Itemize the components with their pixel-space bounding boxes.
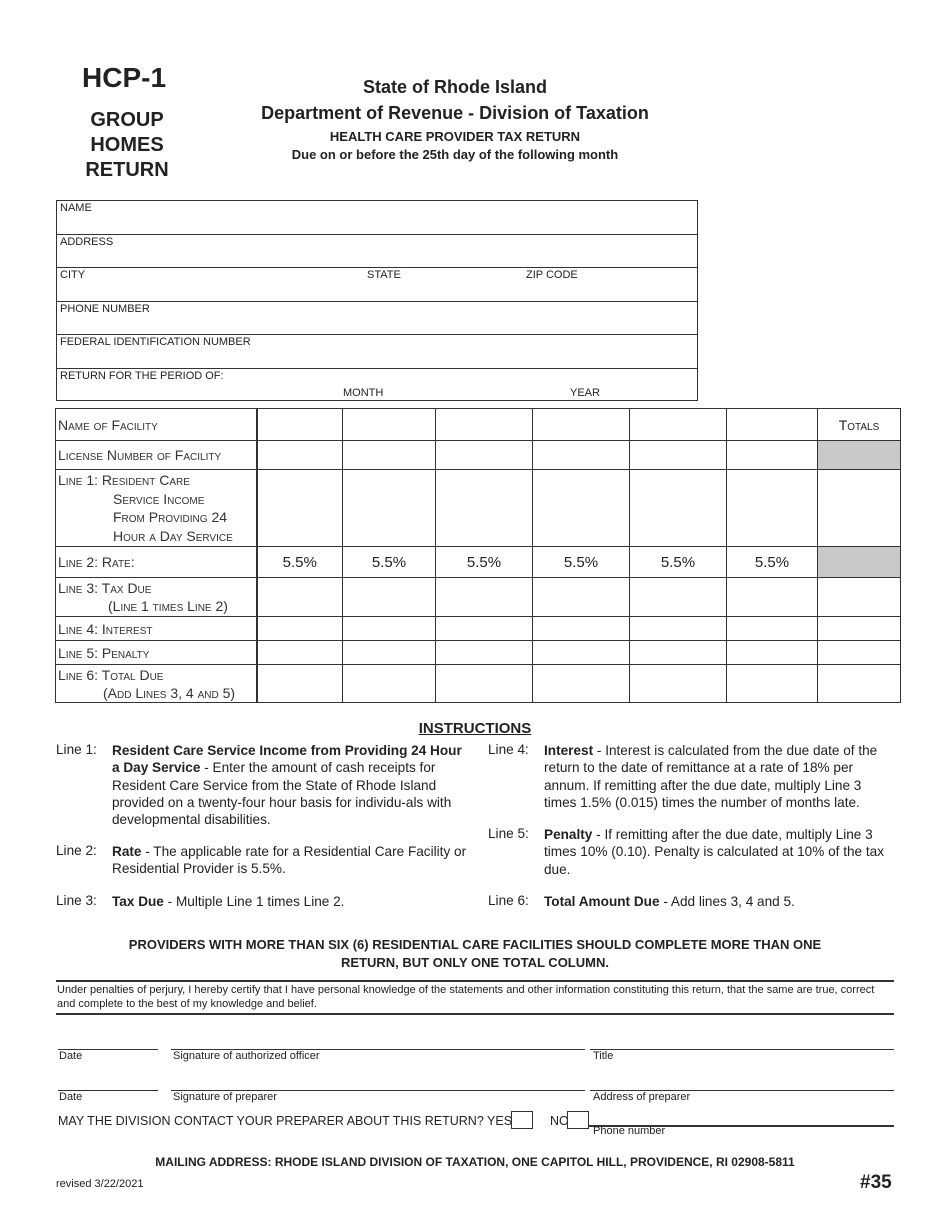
table-cell[interactable] <box>533 578 630 617</box>
table-cell[interactable] <box>343 617 436 641</box>
instruction-line4-num: Line 4: <box>488 742 529 757</box>
table-cell[interactable] <box>533 409 630 441</box>
phone-label: PHONE NUMBER <box>60 303 150 315</box>
instruction-line4 <box>544 742 896 811</box>
table-row <box>56 641 901 665</box>
header-department: Department of Revenue - Division of Taxation <box>261 103 649 123</box>
instructions-title: INSTRUCTIONS <box>418 720 532 737</box>
period-label: RETURN FOR THE PERIOD OF: <box>60 370 224 382</box>
line5-label: Line 5: Penalty <box>56 641 257 665</box>
rate-cell: 5.5% <box>727 547 818 578</box>
year-label: YEAR <box>570 387 600 399</box>
instruction-line3-num: Line 3: <box>56 893 97 908</box>
table-cell[interactable] <box>727 409 818 441</box>
table-cell[interactable] <box>630 470 727 547</box>
instruction-line3 <box>112 893 472 910</box>
name-field[interactable] <box>57 201 697 235</box>
fein-label: FEDERAL IDENTIFICATION NUMBER <box>60 336 251 348</box>
line4-label: Line 4: Interest <box>56 617 257 641</box>
officer-signature-label: Signature of authorized officer <box>173 1050 320 1062</box>
phone-field[interactable] <box>57 302 697 335</box>
facility-table <box>55 408 901 703</box>
table-row <box>56 578 901 617</box>
state-label: STATE <box>367 269 401 281</box>
city-label: CITY <box>60 269 86 281</box>
instruction-line2-text: - The applicable rate for a Residential Care Facility or Residential Provider is 5.5%. <box>112 844 467 877</box>
title-label: Title <box>593 1050 614 1062</box>
divider <box>56 1013 894 1015</box>
revised-date: revised 3/22/2021 <box>56 1178 144 1190</box>
instruction-line2-bold: Rate <box>112 844 142 859</box>
line1-label <box>56 470 257 547</box>
instruction-line6 <box>544 893 896 910</box>
rate-cell: 5.5% <box>257 547 343 578</box>
table-cell[interactable] <box>630 617 727 641</box>
table-cell[interactable] <box>343 409 436 441</box>
page-number: #35 <box>860 1172 892 1193</box>
instruction-line5-bold: Penalty <box>544 827 593 842</box>
yes-checkbox[interactable] <box>511 1111 533 1129</box>
table-cell[interactable] <box>533 470 630 547</box>
instruction-line6-bold: Total Amount Due <box>544 894 660 909</box>
line2-label: Line 2: Rate: <box>56 547 257 578</box>
table-cell[interactable] <box>257 665 343 703</box>
form-subtitle: GROUP HOMES RETURN <box>85 109 169 181</box>
line1-label-b: Service Income <box>113 490 205 507</box>
table-cell[interactable] <box>533 641 630 665</box>
table-cell[interactable] <box>257 470 343 547</box>
rate-cell: 5.5% <box>436 547 533 578</box>
preparer-signature-label: Signature of preparer <box>173 1091 277 1103</box>
fein-field[interactable] <box>57 335 697 369</box>
instruction-line5-text: - If remitting after the due date, multiply Line 3 times 10% (0.10). Penalty is calculated at 10% of the tax due. <box>544 827 885 877</box>
table-cell[interactable] <box>436 578 533 617</box>
preparer-address-label: Address of preparer <box>593 1091 691 1103</box>
table-cell[interactable] <box>436 641 533 665</box>
table-cell[interactable] <box>533 665 630 703</box>
phone-label: Phone number <box>593 1125 666 1137</box>
table-row <box>56 441 901 470</box>
header-due: Due on or before the 25th day of the following month <box>291 147 619 162</box>
table-row <box>56 470 901 547</box>
line6-label <box>56 665 257 703</box>
city-state-zip-field[interactable] <box>57 268 697 302</box>
table-cell[interactable] <box>436 441 533 470</box>
table-cell[interactable] <box>630 665 727 703</box>
table-cell[interactable] <box>818 470 901 547</box>
instruction-line6-num: Line 6: <box>488 893 529 908</box>
instruction-line1 <box>112 742 467 828</box>
table-cell[interactable] <box>533 617 630 641</box>
table-cell[interactable] <box>436 470 533 547</box>
table-cell[interactable] <box>727 578 818 617</box>
instruction-line1-bold: Resident Care Service Income from Providing 24 Hour a Day Service <box>112 743 462 776</box>
line1-label-c: From Providing 24 <box>113 509 228 525</box>
table-cell[interactable] <box>343 665 436 703</box>
table-cell[interactable] <box>630 641 727 665</box>
table-cell[interactable] <box>630 578 727 617</box>
table-cell[interactable] <box>727 441 818 470</box>
table-cell[interactable] <box>343 441 436 470</box>
table-cell[interactable] <box>257 441 343 470</box>
line1-label-d: Hour a Day Service <box>113 527 233 544</box>
zip-label: ZIP CODE <box>526 269 578 281</box>
no-label: NO <box>550 1114 569 1128</box>
table-cell[interactable] <box>533 441 630 470</box>
header-title: HEALTH CARE PROVIDER TAX RETURN <box>329 129 581 144</box>
address-field[interactable] <box>57 235 697 268</box>
table-row <box>56 409 901 441</box>
line3-label-a: Line 3: Tax Due <box>58 580 152 596</box>
table-cell[interactable] <box>257 641 343 665</box>
name-label: NAME <box>60 202 92 214</box>
date-label: Date <box>59 1091 83 1103</box>
rate-cell: 5.5% <box>630 547 727 578</box>
instruction-line1-num: Line 1: <box>56 742 97 757</box>
table-cell[interactable] <box>436 665 533 703</box>
address-label: ADDRESS <box>60 236 114 248</box>
table-cell[interactable] <box>257 409 343 441</box>
table-cell[interactable] <box>818 617 901 641</box>
table-cell[interactable] <box>727 665 818 703</box>
totals-header: Totals <box>818 409 901 441</box>
table-cell[interactable] <box>727 470 818 547</box>
no-checkbox[interactable] <box>567 1111 589 1129</box>
shaded-cell <box>818 441 901 470</box>
table-cell[interactable] <box>727 641 818 665</box>
line1-label-a: Line 1: Resident Care <box>58 472 190 488</box>
line3-label-b: (Line 1 times Line 2) <box>108 598 228 614</box>
form-code: HCP-1 <box>82 62 167 93</box>
instruction-line2 <box>112 843 472 878</box>
table-cell[interactable] <box>630 441 727 470</box>
table-cell[interactable] <box>257 578 343 617</box>
divider <box>56 980 894 982</box>
taxpayer-info-box <box>56 200 698 401</box>
table-cell[interactable] <box>727 617 818 641</box>
instruction-line1-text: - Enter the amount of cash receipts for Resident Care Service from the State of Rhode Island provided on a twenty-four hour basis for individu-als with developmental disabilities. <box>112 760 452 828</box>
instruction-line5 <box>544 826 896 878</box>
table-cell[interactable] <box>630 409 727 441</box>
table-row <box>56 617 901 641</box>
period-field[interactable] <box>57 369 697 402</box>
table-row <box>56 547 901 578</box>
rate-cell: 5.5% <box>533 547 630 578</box>
rate-cell: 5.5% <box>343 547 436 578</box>
contact-question: MAY THE DIVISION CONTACT YOUR PREPARER ABOUT THIS RETURN? YES <box>58 1114 513 1128</box>
table-cell[interactable] <box>343 470 436 547</box>
table-row <box>56 665 901 703</box>
date-label: Date <box>59 1050 83 1062</box>
instruction-line2-num: Line 2: <box>56 843 97 858</box>
instruction-line3-text: - Multiple Line 1 times Line 2. <box>163 894 345 909</box>
table-cell[interactable] <box>257 617 343 641</box>
month-label: MONTH <box>343 387 384 399</box>
table-cell[interactable] <box>818 665 901 703</box>
shaded-cell <box>818 547 901 578</box>
mailing-address: MAILING ADDRESS: RHODE ISLAND DIVISION OF TAXATION, ONE CAPITOL HILL, PROVIDENCE, RI 02908-5811 <box>155 1155 795 1169</box>
license-label: License Number of Facility <box>56 441 257 470</box>
table-cell[interactable] <box>343 578 436 617</box>
header-state: State of Rhode Island <box>362 77 548 97</box>
instruction-line3-bold: Tax Due <box>112 894 164 909</box>
line6-label-b: (Add Lines 3, 4 and 5) <box>103 684 236 701</box>
line3-label <box>56 578 257 617</box>
instruction-line6-text: - Add lines 3, 4 and 5. <box>659 894 795 909</box>
table-cell[interactable] <box>436 617 533 641</box>
table-cell[interactable] <box>818 578 901 617</box>
certification-text: Under penalties of perjury, I hereby certify that I have personal knowledge of the statements and other information constituting this return, that the same are true, correct and complete to the best of my knowledge and belief. <box>57 984 875 1010</box>
instruction-line4-text: - Interest is calculated from the due date of the return to the date of remittance at a rate of 18% per annum. If remitting after the due date, multiply Line 3 times 1.5% (0.015) times the number of months late. <box>544 743 878 810</box>
facility-name-label: Name of Facility <box>56 409 257 441</box>
line6-label-a: Line 6: Total Due <box>58 666 164 683</box>
providers-note: PROVIDERS WITH MORE THAN SIX (6) RESIDENTIAL CARE FACILITIES SHOULD COMPLETE MORE THAN ONE RETURN, BUT ONLY ONE TOTAL COLUMN. <box>128 937 822 970</box>
instruction-line4-bold: Interest <box>544 743 594 758</box>
table-cell[interactable] <box>436 409 533 441</box>
instruction-line5-num: Line 5: <box>488 826 529 841</box>
table-cell[interactable] <box>343 641 436 665</box>
table-cell[interactable] <box>818 641 901 665</box>
title-line[interactable] <box>590 1049 894 1050</box>
